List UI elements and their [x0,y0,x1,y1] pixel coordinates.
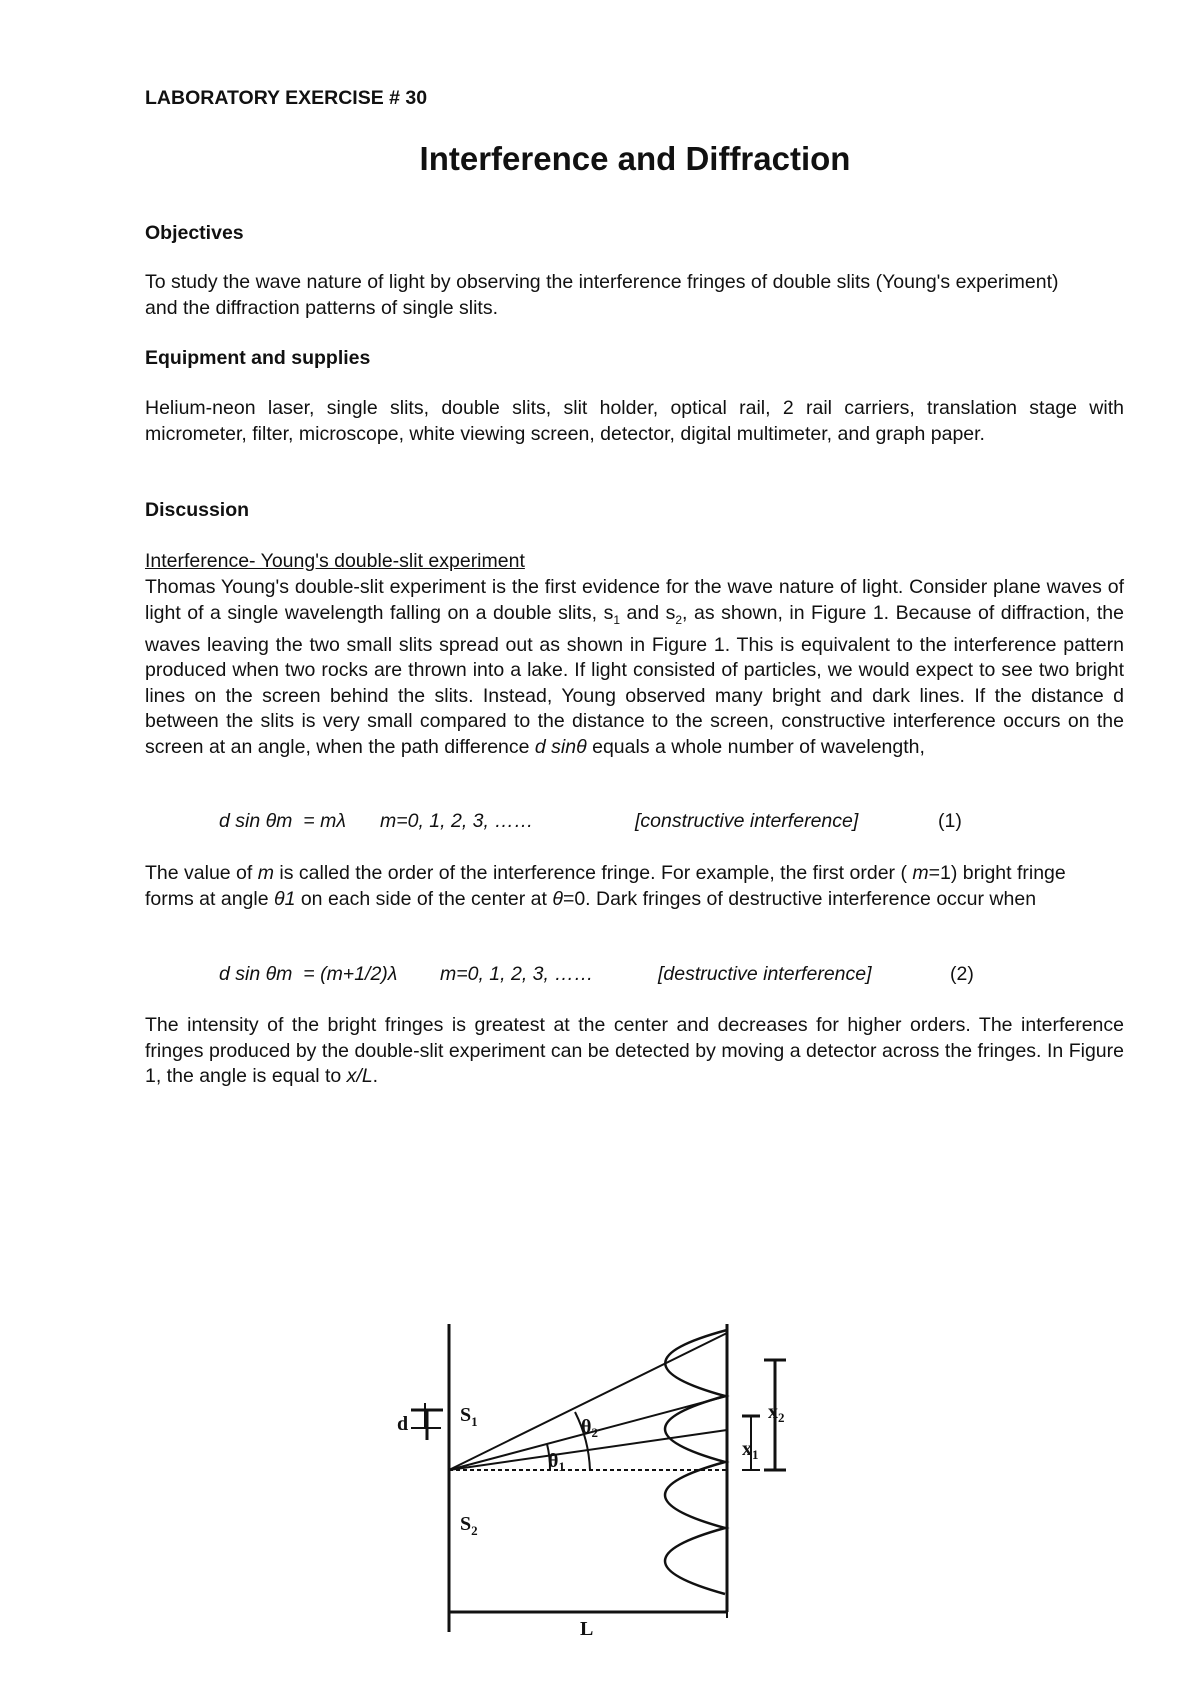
interference-subheading: Interference- Young's double-slit experiment [145,550,525,572]
eq1-label: [constructive interference] [635,810,859,832]
para2-m: m [257,862,274,884]
equation-1 [145,809,1124,835]
discussion-paragraph-1 [145,575,1124,760]
eq1-m-values: m=0, 1, 2, 3, …… [380,810,534,832]
objectives-text: To study the wave nature of light by observing the interference fringes of double slits (Young's experiment) and the diffraction patterns of single slits. [145,271,1059,319]
equipment-text: Helium-neon laser, single slits, double slits, slit holder, optical rail, 2 rail carriers, translation stage with micrometer, filter, microscope, white viewing screen, detector, digital multimeter, and graph paper. [145,397,1124,445]
label-theta2-letter: θ [581,1416,592,1438]
para1-sub-1: 1 [613,612,621,627]
objectives-heading: Objectives [145,222,244,244]
para1-text-c: , as shown, in Figure 1. Because of diffraction, the waves leaving the two small slits spread out as shown in Figure 1. This is equivalent to the interference pattern produced when two rocks are thrown into a lake. If light consisted of particles, we would expect to see two bright lines on the screen behind the slits. Instead, Young observed many bright and dark lines. If the distance d between the slits is very small compared to the distance to the screen, constructive interference occurs on the screen at an angle, when the path difference [145,601,1124,758]
eq1-lhs: d sin θm = mλ [219,810,346,832]
para1-text-b: and s [620,601,676,624]
label-x1-letter: x [742,1438,752,1460]
label-d: d [397,1413,409,1435]
lab-exercise-label: LABORATORY EXERCISE # 30 [145,87,428,109]
equation-2 [145,962,1124,988]
eq2-m-values: m=0, 1, 2, 3, …… [440,963,594,985]
para2-text-e: =0. Dark fringes of destructive interference occur when [562,887,1037,910]
discussion-paragraph-3 [145,1013,1124,1090]
label-L: L [580,1618,594,1640]
label-x2 [768,1401,785,1425]
para2-text-b: is called the order of the interference fringe. For example, the first order ( [273,862,913,884]
para2-text-d: on each side of the center at [295,887,553,910]
label-theta1-sub: 1 [558,1459,565,1474]
para1-sub-2: 2 [675,612,683,627]
label-x2-letter: x [768,1401,778,1423]
label-theta2 [581,1416,598,1440]
page-title: Interference and Diffraction [419,140,851,177]
discussion-heading: Discussion [145,499,250,521]
label-s1 [460,1404,478,1429]
para2-m1: m [912,862,929,884]
figure-1-double-slit-diagram [380,1320,800,1640]
eq2-number: (2) [950,963,974,985]
label-s2 [460,1513,478,1538]
label-theta2-sub: 2 [591,1425,598,1440]
para1-path-difference: d sinθ [534,735,587,758]
intensity-wave [665,1330,727,1594]
label-s2-sub: 2 [471,1523,478,1538]
label-s1-sub: 1 [471,1414,478,1429]
para2-theta: θ [552,887,563,910]
para2-text-a: The value of [145,862,258,884]
label-theta1-letter: θ [548,1450,559,1472]
discussion-paragraph-2 [145,861,1105,912]
para1-text-d: equals a whole number of wavelength, [586,735,925,758]
eq1-number: (1) [938,810,962,832]
label-s1-letter: S [460,1404,472,1426]
para2-text-c: =1) bright fringe forms at angle [145,862,1066,910]
label-s2-letter: S [460,1513,472,1535]
label-x2-sub: 2 [778,1410,785,1425]
label-x1-sub: 1 [752,1447,759,1462]
para3-text-a: The intensity of the bright fringes is greatest at the center and decreases for higher orders. The interference fringes produced by the double-slit experiment can be detected by moving a detector across the fringes. In Figure 1, the angle is equal to [145,1014,1124,1087]
para3-text-b: . [372,1065,379,1087]
equipment-heading: Equipment and supplies [145,347,371,369]
para1-text-a: Thomas Young's double-slit experiment is the first evidence for the wave nature of light. Consider plane waves of light of a single wavelength falling on a double slits, s [145,576,1124,624]
para2-theta1: θ1 [273,887,296,910]
para3-x-over-l: x/L [346,1065,373,1087]
label-x1 [742,1438,759,1462]
eq2-lhs: d sin θm = (m+1/2)λ [219,963,398,985]
eq2-label: [destructive interference] [658,963,872,985]
